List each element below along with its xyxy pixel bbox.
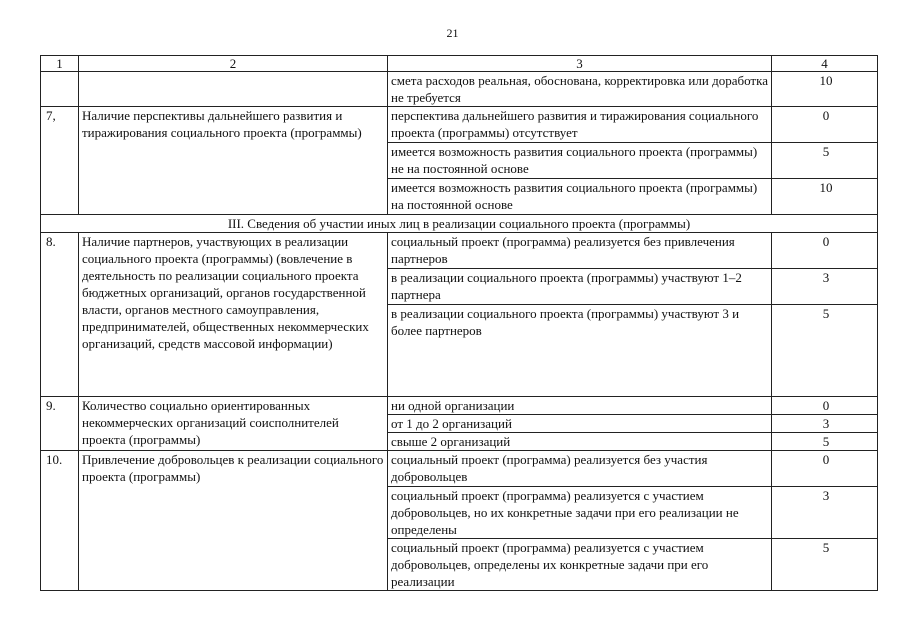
option-score: 0 xyxy=(772,107,878,143)
row-number: 9. xyxy=(41,397,79,451)
option-score: 3 xyxy=(772,415,878,433)
option-text: в реализации социального проекта (программы) участвуют 1–2 партнера xyxy=(388,269,772,305)
criteria-table xyxy=(40,55,878,591)
table-row xyxy=(41,72,878,107)
table-row xyxy=(41,233,878,269)
section-title: III. Сведения об участии иных лиц в реализации социального проекта (программы) xyxy=(41,215,878,233)
option-score: 5 xyxy=(772,305,878,397)
option-score: 0 xyxy=(772,451,878,487)
table-row xyxy=(41,397,878,415)
option-score: 3 xyxy=(772,269,878,305)
option-score: 3 xyxy=(772,487,878,539)
option-text: социальный проект (программа) реализуется без участия добровольцев xyxy=(388,451,772,487)
option-text: от 1 до 2 организаций xyxy=(388,415,772,433)
criterion-text: Количество социально ориентированных некоммерческих организаций соисполнителей проекта (программы) xyxy=(79,397,388,451)
section-row xyxy=(41,215,878,233)
option-score: 10 xyxy=(772,72,878,107)
option-text: смета расходов реальная, обоснована, корректировка или доработка не требуется xyxy=(388,72,772,107)
option-text: имеется возможность развития социального проекта (программы) на постоянной основе xyxy=(388,179,772,215)
header-row xyxy=(41,56,878,72)
option-text: социальный проект (программа) реализуется с участием добровольцев, но их конкретные задачи при его реализации не определены xyxy=(388,487,772,539)
row-number: 7, xyxy=(41,107,79,215)
option-score: 0 xyxy=(772,233,878,269)
option-text: социальный проект (программа) реализуется с участием добровольцев, определены их конкретные задачи при его реализации xyxy=(388,539,772,591)
option-text: перспектива дальнейшего развития и тиражирования социального проекта (программы) отсутствует xyxy=(388,107,772,143)
criterion-text: Наличие партнеров, участвующих в реализации социального проекта (программы) (вовлечение в деятельность по реализации социального проекта бюджетных организаций, органов государственной власти, органов местного самоуправления, предпринимателей, общественных некоммерческих организаций, средств массовой информации) xyxy=(79,233,388,397)
option-text: имеется возможность развития социального проекта (программы) не на постоянной основе xyxy=(388,143,772,179)
option-score: 10 xyxy=(772,179,878,215)
table-row xyxy=(41,451,878,487)
option-text: ни одной организации xyxy=(388,397,772,415)
option-text: свыше 2 организаций xyxy=(388,433,772,451)
option-score: 5 xyxy=(772,539,878,591)
header-col-3: 3 xyxy=(388,56,772,72)
header-col-4: 4 xyxy=(772,56,878,72)
criterion-text: Наличие перспективы дальнейшего развития и тиражирования социального проекта (программы) xyxy=(79,107,388,215)
row-number: 10. xyxy=(41,451,79,591)
page-number: 21 xyxy=(446,26,459,40)
option-text: в реализации социального проекта (программы) участвуют 3 и более партнеров xyxy=(388,305,772,397)
option-score: 5 xyxy=(772,143,878,179)
row-number: 8. xyxy=(41,233,79,397)
header-col-2: 2 xyxy=(79,56,388,72)
option-score: 0 xyxy=(772,397,878,415)
criterion-text: Привлечение добровольцев к реализации социального проекта (программы) xyxy=(79,451,388,591)
header-col-1: 1 xyxy=(41,56,79,72)
option-score: 5 xyxy=(772,433,878,451)
option-text: социальный проект (программа) реализуется без привлечения партнеров xyxy=(388,233,772,269)
table-row xyxy=(41,107,878,143)
